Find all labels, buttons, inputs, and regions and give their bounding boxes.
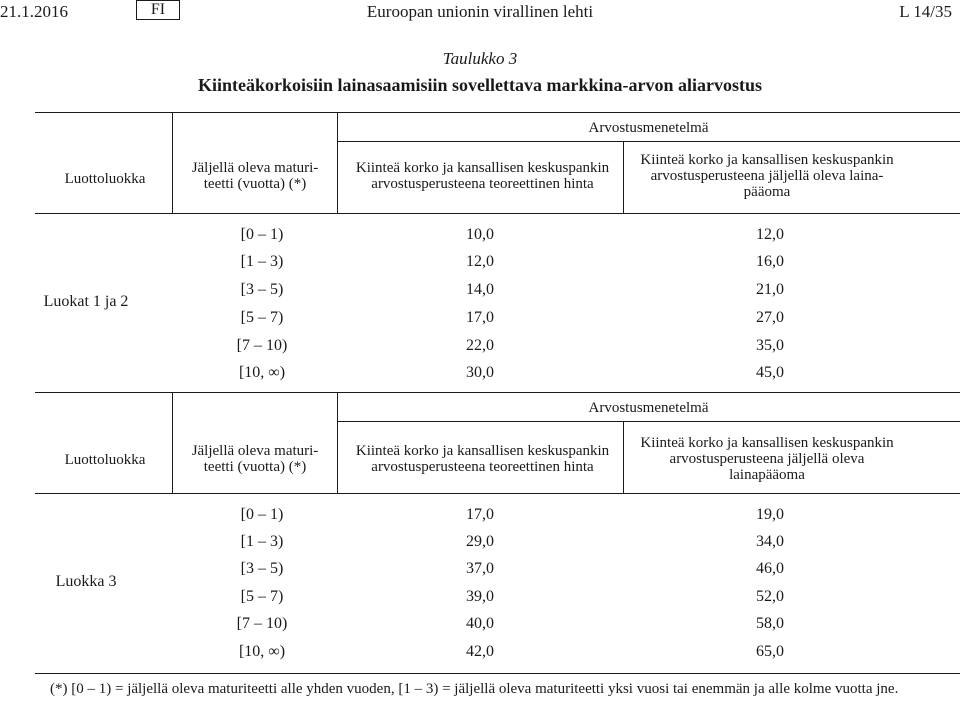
- rule: [35, 213, 960, 214]
- value-cell: 58,0: [756, 615, 784, 632]
- value-cell: 40,0: [466, 615, 494, 632]
- col-header-maturity: Jäljellä oleva maturi-teetti (vuotta) (*): [191, 443, 319, 475]
- value-cell: 14,0: [466, 281, 494, 298]
- row-group-label: Luokka 3: [55, 573, 117, 590]
- group-header: Arvostusmenetelmä: [588, 400, 709, 416]
- maturity-cell: [10, ∞): [238, 364, 286, 381]
- rule: [35, 493, 960, 494]
- col-header-credit-class: Luottoluokka: [64, 171, 146, 187]
- table-label: Taulukko 3: [442, 49, 518, 68]
- value-cell: 27,0: [756, 309, 784, 326]
- value-cell: 12,0: [756, 226, 784, 243]
- group-header: Arvostusmenetelmä: [588, 120, 709, 136]
- value-cell: 21,0: [756, 281, 784, 298]
- maturity-cell: [3 – 5): [240, 560, 284, 577]
- value-cell: 19,0: [756, 506, 784, 523]
- value-cell: 29,0: [466, 533, 494, 550]
- table-title: Kiinteäkorkoisiin lainasaamisiin sovellettava markkina-arvon aliarvostus: [197, 75, 763, 95]
- maturity-cell: [3 – 5): [240, 281, 284, 298]
- value-cell: 39,0: [466, 588, 494, 605]
- maturity-cell: [7 – 10): [236, 337, 288, 354]
- value-cell: 35,0: [756, 337, 784, 354]
- value-cell: 46,0: [756, 560, 784, 577]
- col-divider: [172, 112, 173, 213]
- maturity-cell: [1 – 3): [240, 533, 284, 550]
- rule: [35, 112, 960, 113]
- value-cell: 17,0: [466, 506, 494, 523]
- value-cell: 22,0: [466, 337, 494, 354]
- footnote: (*) [0 – 1) = jäljellä oleva maturiteetti alle yhden vuoden, [1 – 3) = jäljellä oleva maturiteetti yksi vuosi tai enemmän ja alle kolme vuotta jne.: [50, 681, 899, 697]
- col-header-method-principal: Kiinteä korko ja kansallisen keskuspankin arvostusperusteena jäljellä oleva laina-pääoma: [640, 152, 894, 200]
- value-cell: 17,0: [466, 309, 494, 326]
- value-cell: 34,0: [756, 533, 784, 550]
- value-cell: 52,0: [756, 588, 784, 605]
- col-divider: [172, 392, 173, 493]
- maturity-cell: [10, ∞): [238, 643, 286, 660]
- maturity-cell: [0 – 1): [240, 226, 284, 243]
- value-cell: 37,0: [466, 560, 494, 577]
- col-header-method-principal: Kiinteä korko ja kansallisen keskuspankin arvostusperusteena jäljellä oleva lainapääoma: [640, 435, 894, 483]
- value-cell: 10,0: [466, 226, 494, 243]
- maturity-cell: [1 – 3): [240, 253, 284, 270]
- value-cell: 45,0: [756, 364, 784, 381]
- maturity-cell: [5 – 7): [240, 588, 284, 605]
- rule: [337, 421, 960, 422]
- value-cell: 12,0: [466, 253, 494, 270]
- col-divider: [623, 421, 624, 493]
- rule: [337, 141, 960, 142]
- value-cell: 65,0: [756, 643, 784, 660]
- header-journal-title: Euroopan unionin virallinen lehti: [366, 2, 594, 21]
- maturity-cell: [0 – 1): [240, 506, 284, 523]
- rule: [35, 673, 960, 674]
- maturity-cell: [7 – 10): [236, 615, 288, 632]
- row-group-label: Luokat 1 ja 2: [43, 293, 129, 310]
- maturity-cell: [5 – 7): [240, 309, 284, 326]
- col-header-credit-class: Luottoluokka: [64, 452, 146, 468]
- value-cell: 42,0: [466, 643, 494, 660]
- col-divider: [623, 141, 624, 213]
- col-header-method-theoretical: Kiinteä korko ja kansallisen keskuspankin arvostusperusteena teoreettinen hinta: [355, 160, 610, 192]
- rule: [35, 392, 960, 393]
- value-cell: 30,0: [466, 364, 494, 381]
- header-language-box: FI: [136, 0, 180, 20]
- header-date: 21.1.2016: [0, 2, 68, 21]
- col-header-maturity: Jäljellä oleva maturi-teetti (vuotta) (*): [191, 160, 319, 192]
- col-header-method-theoretical: Kiinteä korko ja kansallisen keskuspankin arvostusperusteena teoreettinen hinta: [355, 443, 610, 475]
- header-page-number: L 14/35: [899, 2, 952, 21]
- value-cell: 16,0: [756, 253, 784, 270]
